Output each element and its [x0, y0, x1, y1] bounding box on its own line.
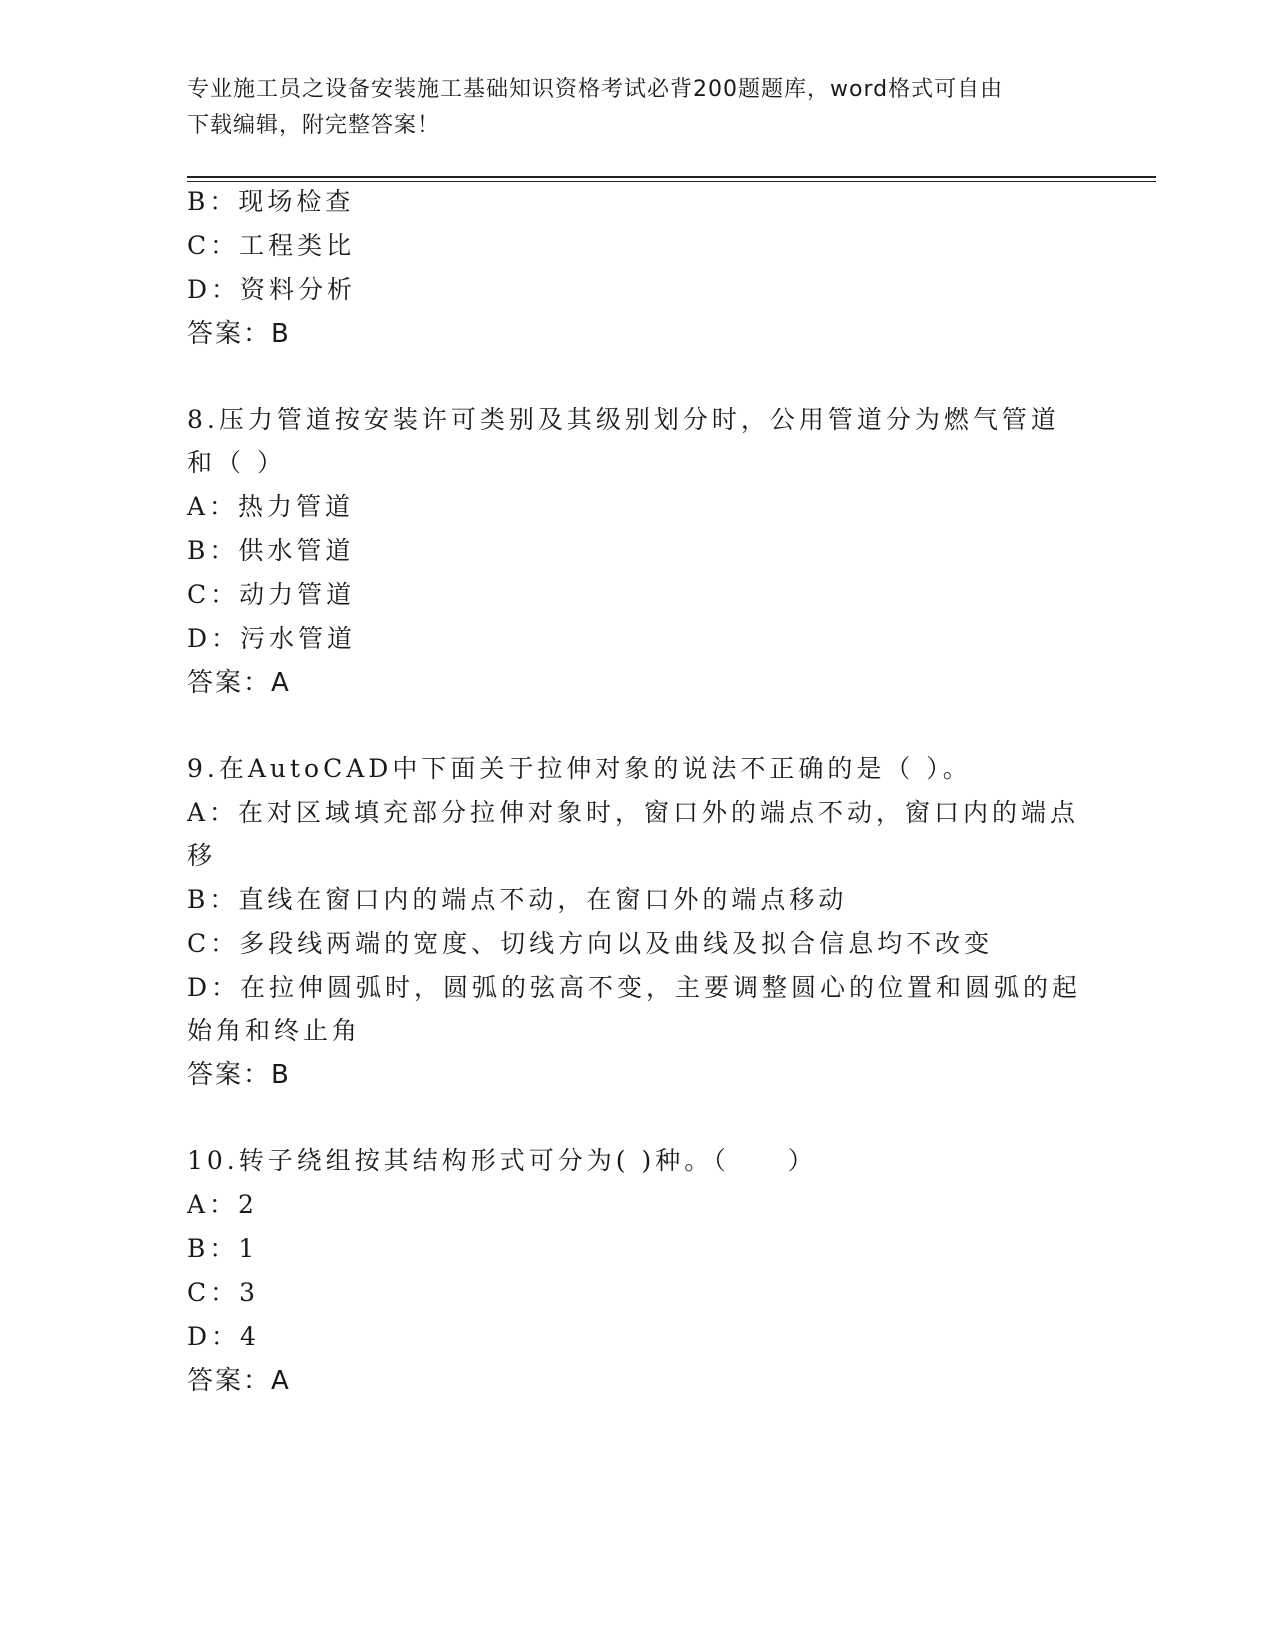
q10-option-a: A：2 [187, 1190, 258, 1219]
q10-stem: 10.转子绕组按其结构形式可分为( )种。（ ） [187, 1146, 817, 1175]
header-title-line-1: 专业施工员之设备安装施工基础知识资格考试必背200题题库，word格式可自由 [187, 77, 1004, 102]
prev-answer: 答案：B [187, 319, 291, 349]
q10-option-b: B：1 [187, 1234, 259, 1263]
q8-option-b: B：供水管道 [187, 536, 355, 565]
prev-option-c: C：工程类比 [187, 231, 356, 260]
q9-option-a-line-1: A：在对区域填充部分拉伸对象时，窗口外的端点不动，窗口内的端点 [187, 798, 1080, 827]
q9-option-a-line-2: 移 [187, 841, 217, 870]
prev-option-b: B：现场检查 [187, 187, 355, 216]
q8-option-c: C：动力管道 [187, 580, 356, 609]
header-divider-thick [187, 176, 1156, 178]
q10-option-d: D：4 [187, 1322, 260, 1351]
q8-answer: 答案：A [187, 668, 291, 698]
q10-option-c: C：3 [187, 1278, 260, 1307]
q9-option-b: B：直线在窗口内的端点不动，在窗口外的端点移动 [187, 885, 848, 914]
prev-option-d: D：资料分析 [187, 275, 357, 304]
header-title-line-2: 下载编辑，附完整答案！ [187, 113, 441, 138]
document-header [187, 72, 1067, 144]
q9-option-c: C：多段线两端的宽度、切线方向以及曲线及拟合信息均不改变 [187, 929, 994, 958]
q8-option-d: D：污水管道 [187, 624, 357, 653]
q9-option-d-line-2: 始角和终止角 [187, 1016, 362, 1045]
q8-stem-line-2: 和（ ） [187, 448, 286, 477]
q10-answer: 答案：A [187, 1366, 291, 1396]
q9-answer: 答案：B [187, 1060, 291, 1090]
q8-stem-line-1: 8.压力管道按安装许可类别及其级别划分时，公用管道分为燃气管道 [187, 405, 1060, 434]
q9-option-d-line-1: D：在拉伸圆弧时，圆弧的弦高不变，主要调整圆心的位置和圆弧的起 [187, 973, 1082, 1002]
q9-stem: 9.在AutoCAD中下面关于拉伸对象的说法不正确的是（ ）。 [187, 754, 972, 783]
q8-option-a: A：热力管道 [187, 492, 355, 521]
